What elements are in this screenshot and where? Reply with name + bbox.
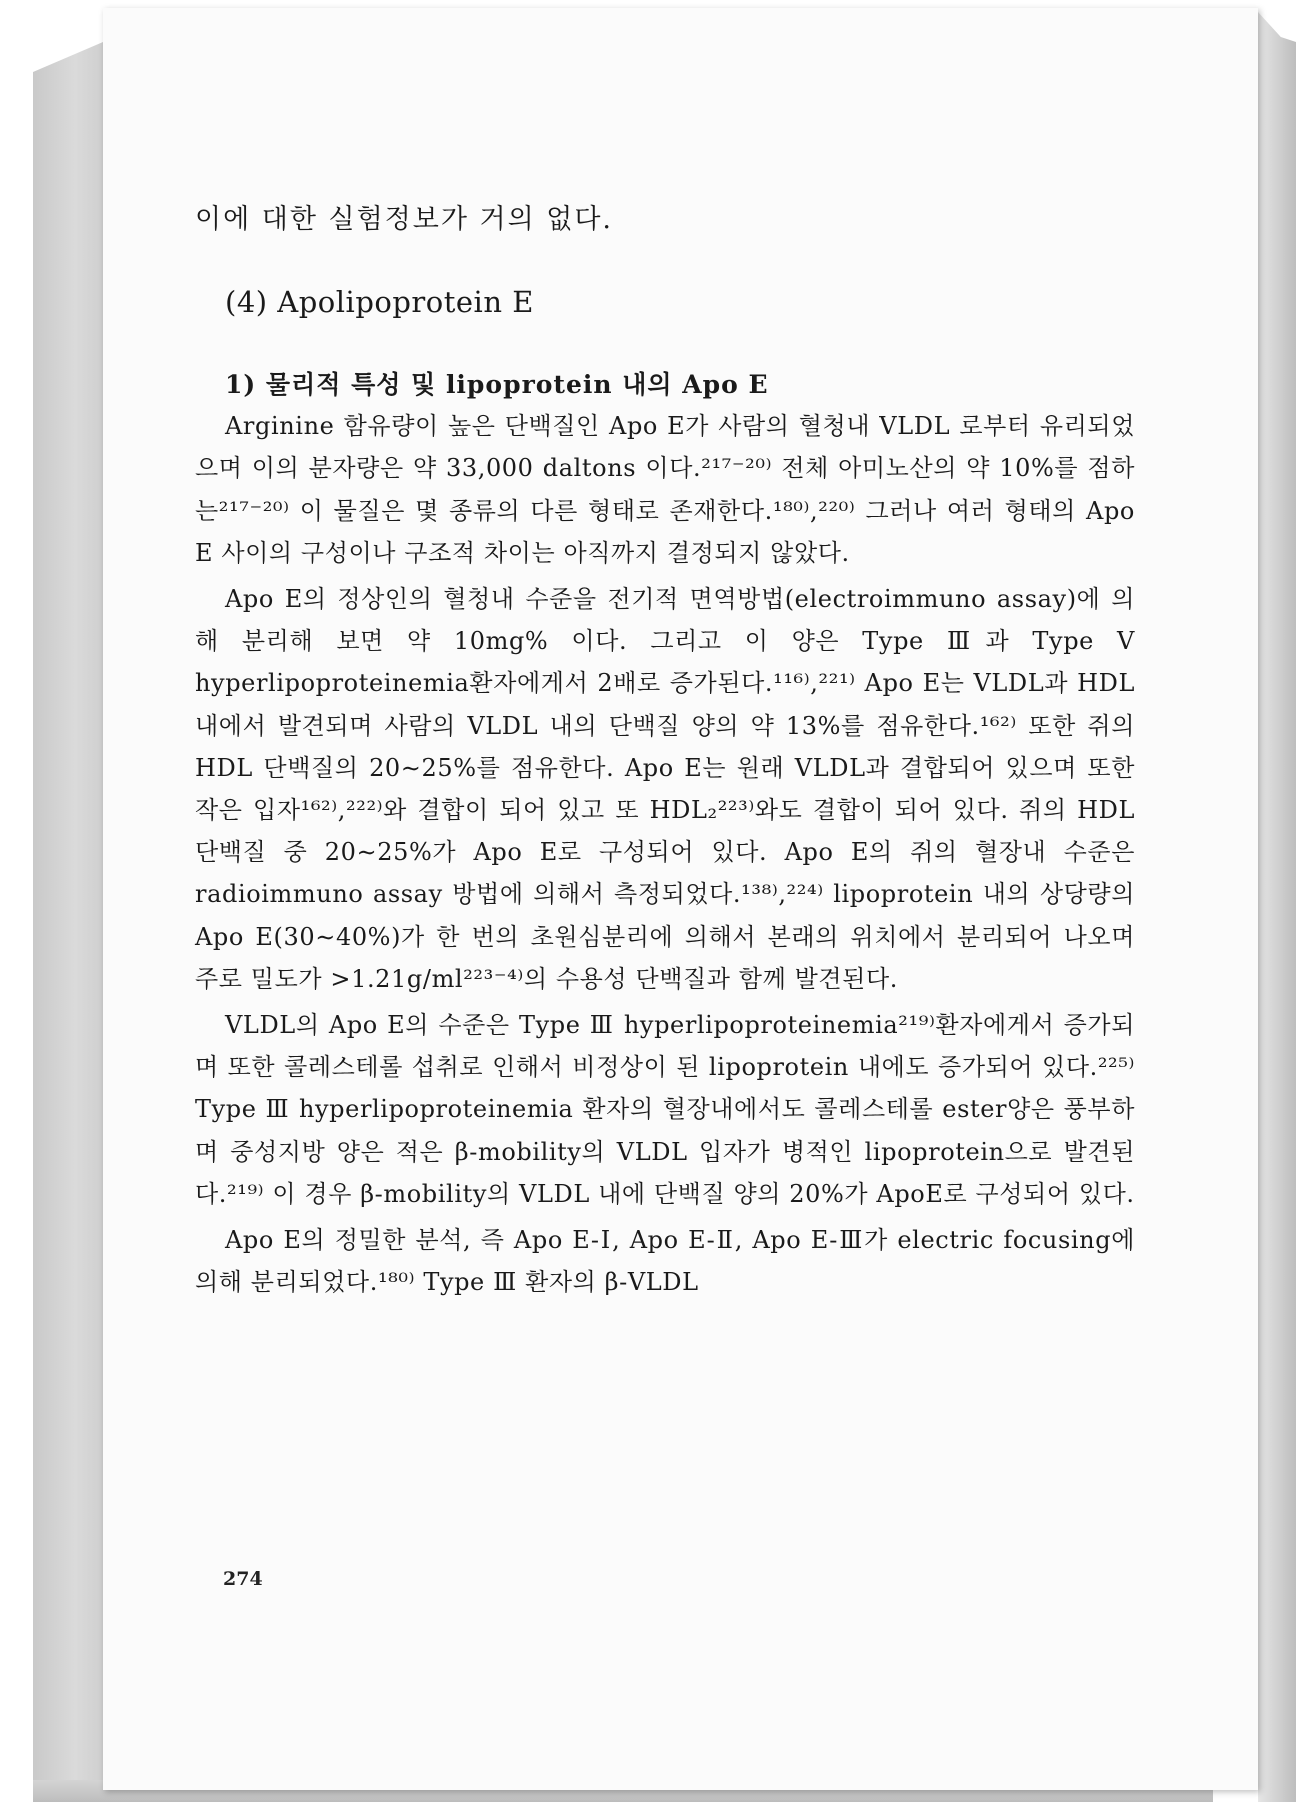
section-heading: (4) Apolipoprotein E	[225, 285, 534, 320]
paragraph-4: Apo E의 정밀한 분석, 즉 Apo E-Ⅰ, Apo E-Ⅱ, Apo E-Ⅲ가 electric focusing에 의해 분리되었다.¹⁸⁰⁾ Type Ⅲ 환자의 β-VLDL	[195, 1225, 1135, 1297]
paragraph-3: VLDL의 Apo E의 수준은 Type Ⅲ hyperlipoproteinemia²¹⁹⁾환자에게서 증가되며 또한 콜레스테롤 섭취로 인해서 비정상이 된 lipoprotein 내에도 증가되어 있다.²²⁵⁾ Type Ⅲ hyperlipoproteinemia 환자의 혈장내에서도 콜레스테롤 ester양은 풍부하며 중성지방 양은 적은 β-mobility의 VLDL 입자가 병적인 lipoprotein으로 발견된다.²¹⁹⁾ 이 경우 β-mobility의 VLDL 내에 단백질 양의 20%가 ApoE로 구성되어 있다.	[195, 1010, 1135, 1208]
sub-heading: 1) 물리적 특성 및 lipoprotein 내의 Apo E	[225, 370, 769, 400]
paragraph-2: Apo E의 정상인의 혈청내 수준을 전기적 면역방법(electroimmuno assay)에 의해 분리해 보면 약 10mg% 이다. 그리고 이 양은 Type Ⅲ과 Type Ⅴ hyperlipoproteinemia환자에게서 2배로 증가된다.¹¹⁶⁾,²²¹⁾ Apo E는 VLDL과 HDL 내에서 발견되며 사람의 VLDL 내의 단백질 양의 약 13%를 점유한다.¹⁶²⁾ 또한 쥐의 HDL 단백질의 20∼25%를 점유한다. Apo E는 원래 VLDL과 결합되어 있으며 또한 작은 입자¹⁶²⁾,²²²⁾와 결합이 되어 있고 또 HDL₂²²³⁾와도 결합이 되어 있다. 쥐의 HDL 단백질 중 20∼25%가 Apo E로 구성되어 있다. Apo E의 쥐의 혈장내 수준은 radioimmuno assay 방법에 의해서 측정되었다.¹³⁸⁾,²²⁴⁾ lipoprotein 내의 상당량의 Apo E(30∼40%)가 한 번의 초원심분리에 의해서 본래의 위치에서 분리되어 나오며 주로 밀도가 >1.21g/ml²²³⁻⁴⁾의 수용성 단백질과 함께 발견된다.	[195, 584, 1135, 993]
book-right-edge	[1258, 12, 1296, 1802]
page-content	[195, 202, 1135, 1307]
paragraph-1: Arginine 함유량이 높은 단백질인 Apo E가 사람의 혈청내 VLDL 로부터 유리되었으며 이의 분자량은 약 33,000 daltons 이다.²¹⁷⁻²⁰⁾ 전체 아미노산의 약 10%를 점하는²¹⁷⁻²⁰⁾ 이 물질은 몇 종류의 다른 형태로 존재한다.¹⁸⁰⁾,²²⁰⁾ 그러나 여러 형태의 Apo E 사이의 구성이나 구조적 차이는 아직까지 결정되지 않았다.	[195, 412, 1135, 567]
continuation-line: 이에 대한 실험정보가 거의 없다.	[195, 204, 613, 235]
page-number: 274	[223, 1568, 263, 1590]
book-spine	[33, 42, 103, 1802]
